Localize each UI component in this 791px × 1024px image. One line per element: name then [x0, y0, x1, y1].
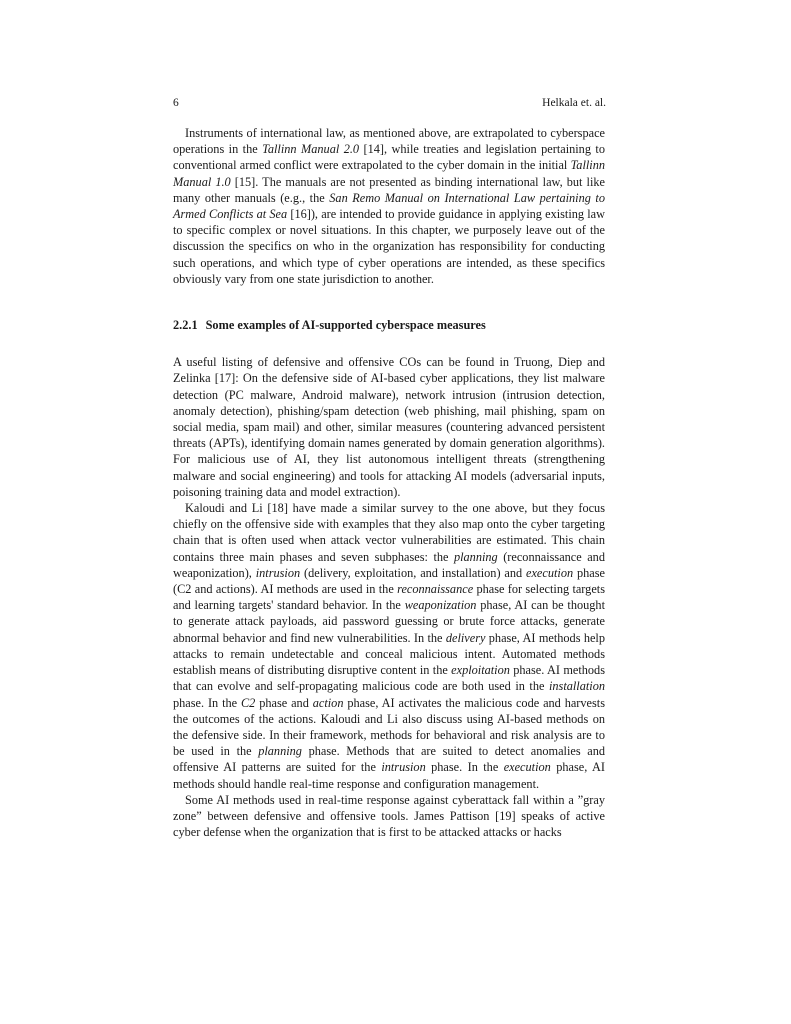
text-run: phase. In the: [425, 760, 504, 775]
running-head: Helkala et. al.: [542, 97, 606, 109]
italic-run: exploitation: [451, 663, 510, 678]
italic-run: Tallinn Manual 2.0: [262, 142, 360, 157]
italic-run: intrusion: [381, 760, 426, 775]
section-number: 2.2.1: [173, 318, 198, 333]
text-run: (delivery, exploitation, and installation) and: [300, 565, 527, 580]
section-title: Some examples of AI-supported cyberspace measures: [205, 318, 486, 333]
italic-run: execution: [503, 760, 551, 775]
text-run: [15]. The manuals are not presented as binding international law, but like many other manuals (e.g., the: [173, 174, 605, 205]
text-run: phase, AI methods help attacks to remain undetectable and conceal malicious intent. Automated methods establish means of distributing disruptive content in the: [173, 630, 605, 678]
italic-run: C2: [240, 695, 256, 710]
paragraph: [173, 354, 605, 500]
italic-run: planning: [453, 549, 498, 564]
italic-run: planning: [258, 744, 302, 759]
text-run: phase (C2 and actions). AI methods are used in the: [173, 565, 605, 597]
italic-run: weaponization: [404, 598, 477, 613]
text-run: phase, AI can be thought to generate attack payloads, aid password guessing or brute force attacks, generate abnormal behavior and find new vulnerabilities. In the: [173, 598, 605, 645]
italic-run: Tallinn Manual 1.0: [173, 158, 605, 189]
text-run: phase. Methods that are suited to detect anomalies and offensive AI patterns are suited for the: [173, 744, 605, 775]
italic-run: installation: [548, 679, 605, 694]
text-run: (reconnaissance and weaponization),: [173, 549, 605, 580]
text-run: phase, AI activates the malicious code and harvests the outcomes of the actions. Kaloudi and Li also discuss using AI-based methods on the defensive side. In their framework, methods for behavioral and risk analysis are to be used in the: [173, 695, 605, 759]
paragraph: [173, 125, 605, 287]
page-body: [173, 125, 605, 840]
text-run: phase, AI methods should handle real-time response and configuration management.: [173, 760, 605, 791]
text-run: A useful listing of defensive and offensive COs can be found in Truong, Diep and Zelinka [17]: On the defensive side of AI-based cyber applications, they list malware detection (PC malware, Android malware), network intrusion (intrusion detection, anomaly detection), phishing/spam detection (web phishing, mail phishing, spam on social media, spam mail) and other, similar measures (countering advanced persistent threats (APTs), identifying domain names generated by domain generation algorithms). For malicious use of AI, they list autonomous intelligent threats (strengthening malware and social engineering) and tools for attacking AI models (adversarial inputs, poisoning training data and model extraction).: [173, 355, 605, 499]
italic-run: action: [312, 695, 344, 710]
text-run: phase. AI methods that can evolve and self-propagating malicious code are both used in the: [173, 663, 605, 694]
italic-run: delivery: [445, 630, 486, 645]
italic-run: reconnaissance: [397, 582, 474, 597]
paragraph: [173, 792, 605, 841]
section-heading: [173, 317, 605, 333]
paragraph: [173, 500, 605, 792]
italic-run: execution: [526, 565, 574, 580]
text-run: phase for selecting targets and learning targets' standard behavior. In the: [173, 582, 605, 613]
text-run: Kaloudi and Li [18] have made a similar survey to the one above, but they focus chiefly on the offensive side with examples that they also map onto the cyber targeting chain that is often used when attack vector vulnerabilities are estimated. This chain contains three main phases and seven subphases: the: [173, 501, 605, 564]
text-run: [16]), are intended to provide guidance in applying existing law to specific complex or novel situations. In this chapter, we purposely leave out of the discussion the specifics on who in the organization has responsibility for conducting such operations, and which type of cyber operations are intended, as these specifics obviously vary from one state jurisdiction to another.: [173, 207, 606, 286]
text-run: Instruments of international law, as mentioned above, are extrapolated to cyberspace operations in the: [173, 126, 605, 157]
italic-run: intrusion: [255, 565, 301, 580]
text-run: [14], while treaties and legislation pertaining to conventional armed conflict were extrapolated to the cyber domain in the initial: [173, 142, 605, 173]
italic-run: San Remo Manual on International Law pertaining to Armed Conflicts at Sea: [173, 190, 605, 222]
page-number: 6: [173, 97, 179, 109]
text-run: phase and: [255, 695, 313, 710]
text-run: phase. In the: [173, 695, 241, 710]
text-run: Some AI methods used in real-time response against cyberattack fall within a ”gray zone” between defensive and offensive tools. James Pattison [19] speaks of active cyber defense when the organization that is first to be attacked attacks or hacks: [173, 792, 605, 840]
